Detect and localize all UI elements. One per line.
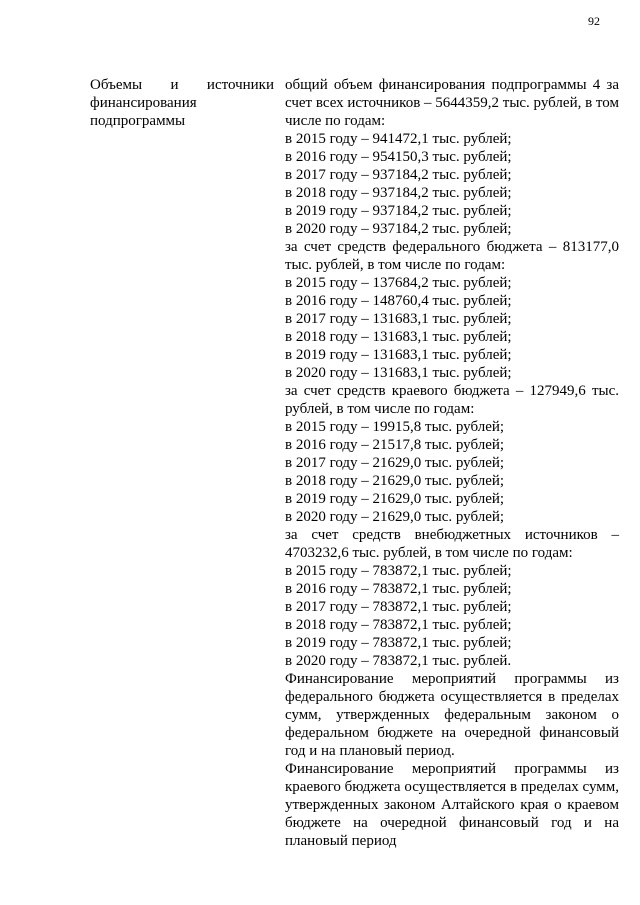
list-item: в 2017 году – 783872,1 тыс. рублей;: [285, 599, 512, 615]
list-item: в 2017 году – 937184,2 тыс. рублей;: [285, 167, 512, 183]
list-item: в 2016 году – 21517,8 тыс. рублей;: [285, 437, 505, 453]
list-item: в 2020 году – 937184,2 тыс. рублей;: [285, 221, 512, 237]
list-item: в 2015 году – 783872,1 тыс. рублей;: [285, 563, 512, 579]
list-item: в 2020 году – 21629,0 тыс. рублей;: [285, 509, 505, 525]
federal-financing-note: Финансирование мероприятий программы из федерального бюджета осуществляется в пределах сумм, утвержденных федеральным законом о федеральном бюджете на очередной финансовый год и на плановый период.: [285, 671, 619, 759]
extrabudget-by-year-list: [285, 562, 619, 670]
list-item: в 2016 году – 148760,4 тыс. рублей;: [285, 293, 512, 309]
regional-financing-note: Финансирование мероприятий программы из краевого бюджета осуществляется в пределах сумм, утвержденных законом Алтайского края о краевом бюджете на очередной финансовый год и на плановый период: [285, 761, 619, 849]
total-by-year-list: [285, 130, 619, 238]
list-item: в 2018 году – 783872,1 тыс. рублей;: [285, 617, 512, 633]
list-item: в 2018 году – 131683,1 тыс. рублей;: [285, 329, 512, 345]
federal-by-year-list: [285, 274, 619, 382]
regional-intro: за счет средств краевого бюджета – 127949,6 тыс. рублей, в том числе по годам:: [285, 383, 619, 417]
financing-details: [285, 76, 619, 850]
list-item: в 2016 году – 783872,1 тыс. рублей;: [285, 581, 512, 597]
list-item: в 2019 году – 21629,0 тыс. рублей;: [285, 491, 505, 507]
page-number: 92: [588, 14, 600, 28]
extrabudget-intro: за счет средств внебюджетных источников – 4703232,6 тыс. рублей, в том числе по годам:: [285, 527, 619, 561]
list-item: в 2018 году – 21629,0 тыс. рублей;: [285, 473, 505, 489]
list-item: в 2018 году – 937184,2 тыс. рублей;: [285, 185, 512, 201]
row-label: Объемы и источники финансирования подпрограммы: [90, 77, 274, 129]
list-item: в 2015 году – 941472,1 тыс. рублей;: [285, 131, 512, 147]
list-item: в 2017 году – 21629,0 тыс. рублей;: [285, 455, 505, 471]
list-item: в 2019 году – 783872,1 тыс. рублей;: [285, 635, 512, 651]
list-item: в 2016 году – 954150,3 тыс. рублей;: [285, 149, 512, 165]
list-item: в 2017 году – 131683,1 тыс. рублей;: [285, 311, 512, 327]
list-item: в 2019 году – 131683,1 тыс. рублей;: [285, 347, 512, 363]
regional-by-year-list: [285, 418, 619, 526]
total-intro: общий объем финансирования подпрограммы 4 за счет всех источников – 5644359,2 тыс. рублей, в том числе по годам:: [285, 77, 619, 129]
list-item: в 2019 году – 937184,2 тыс. рублей;: [285, 203, 512, 219]
list-item: в 2020 году – 131683,1 тыс. рублей;: [285, 365, 512, 381]
list-item: в 2015 году – 19915,8 тыс. рублей;: [285, 419, 505, 435]
federal-intro: за счет средств федерального бюджета – 813177,0 тыс. рублей, в том числе по годам:: [285, 239, 619, 273]
list-item: в 2020 году – 783872,1 тыс. рублей.: [285, 653, 512, 669]
list-item: в 2015 году – 137684,2 тыс. рублей;: [285, 275, 512, 291]
